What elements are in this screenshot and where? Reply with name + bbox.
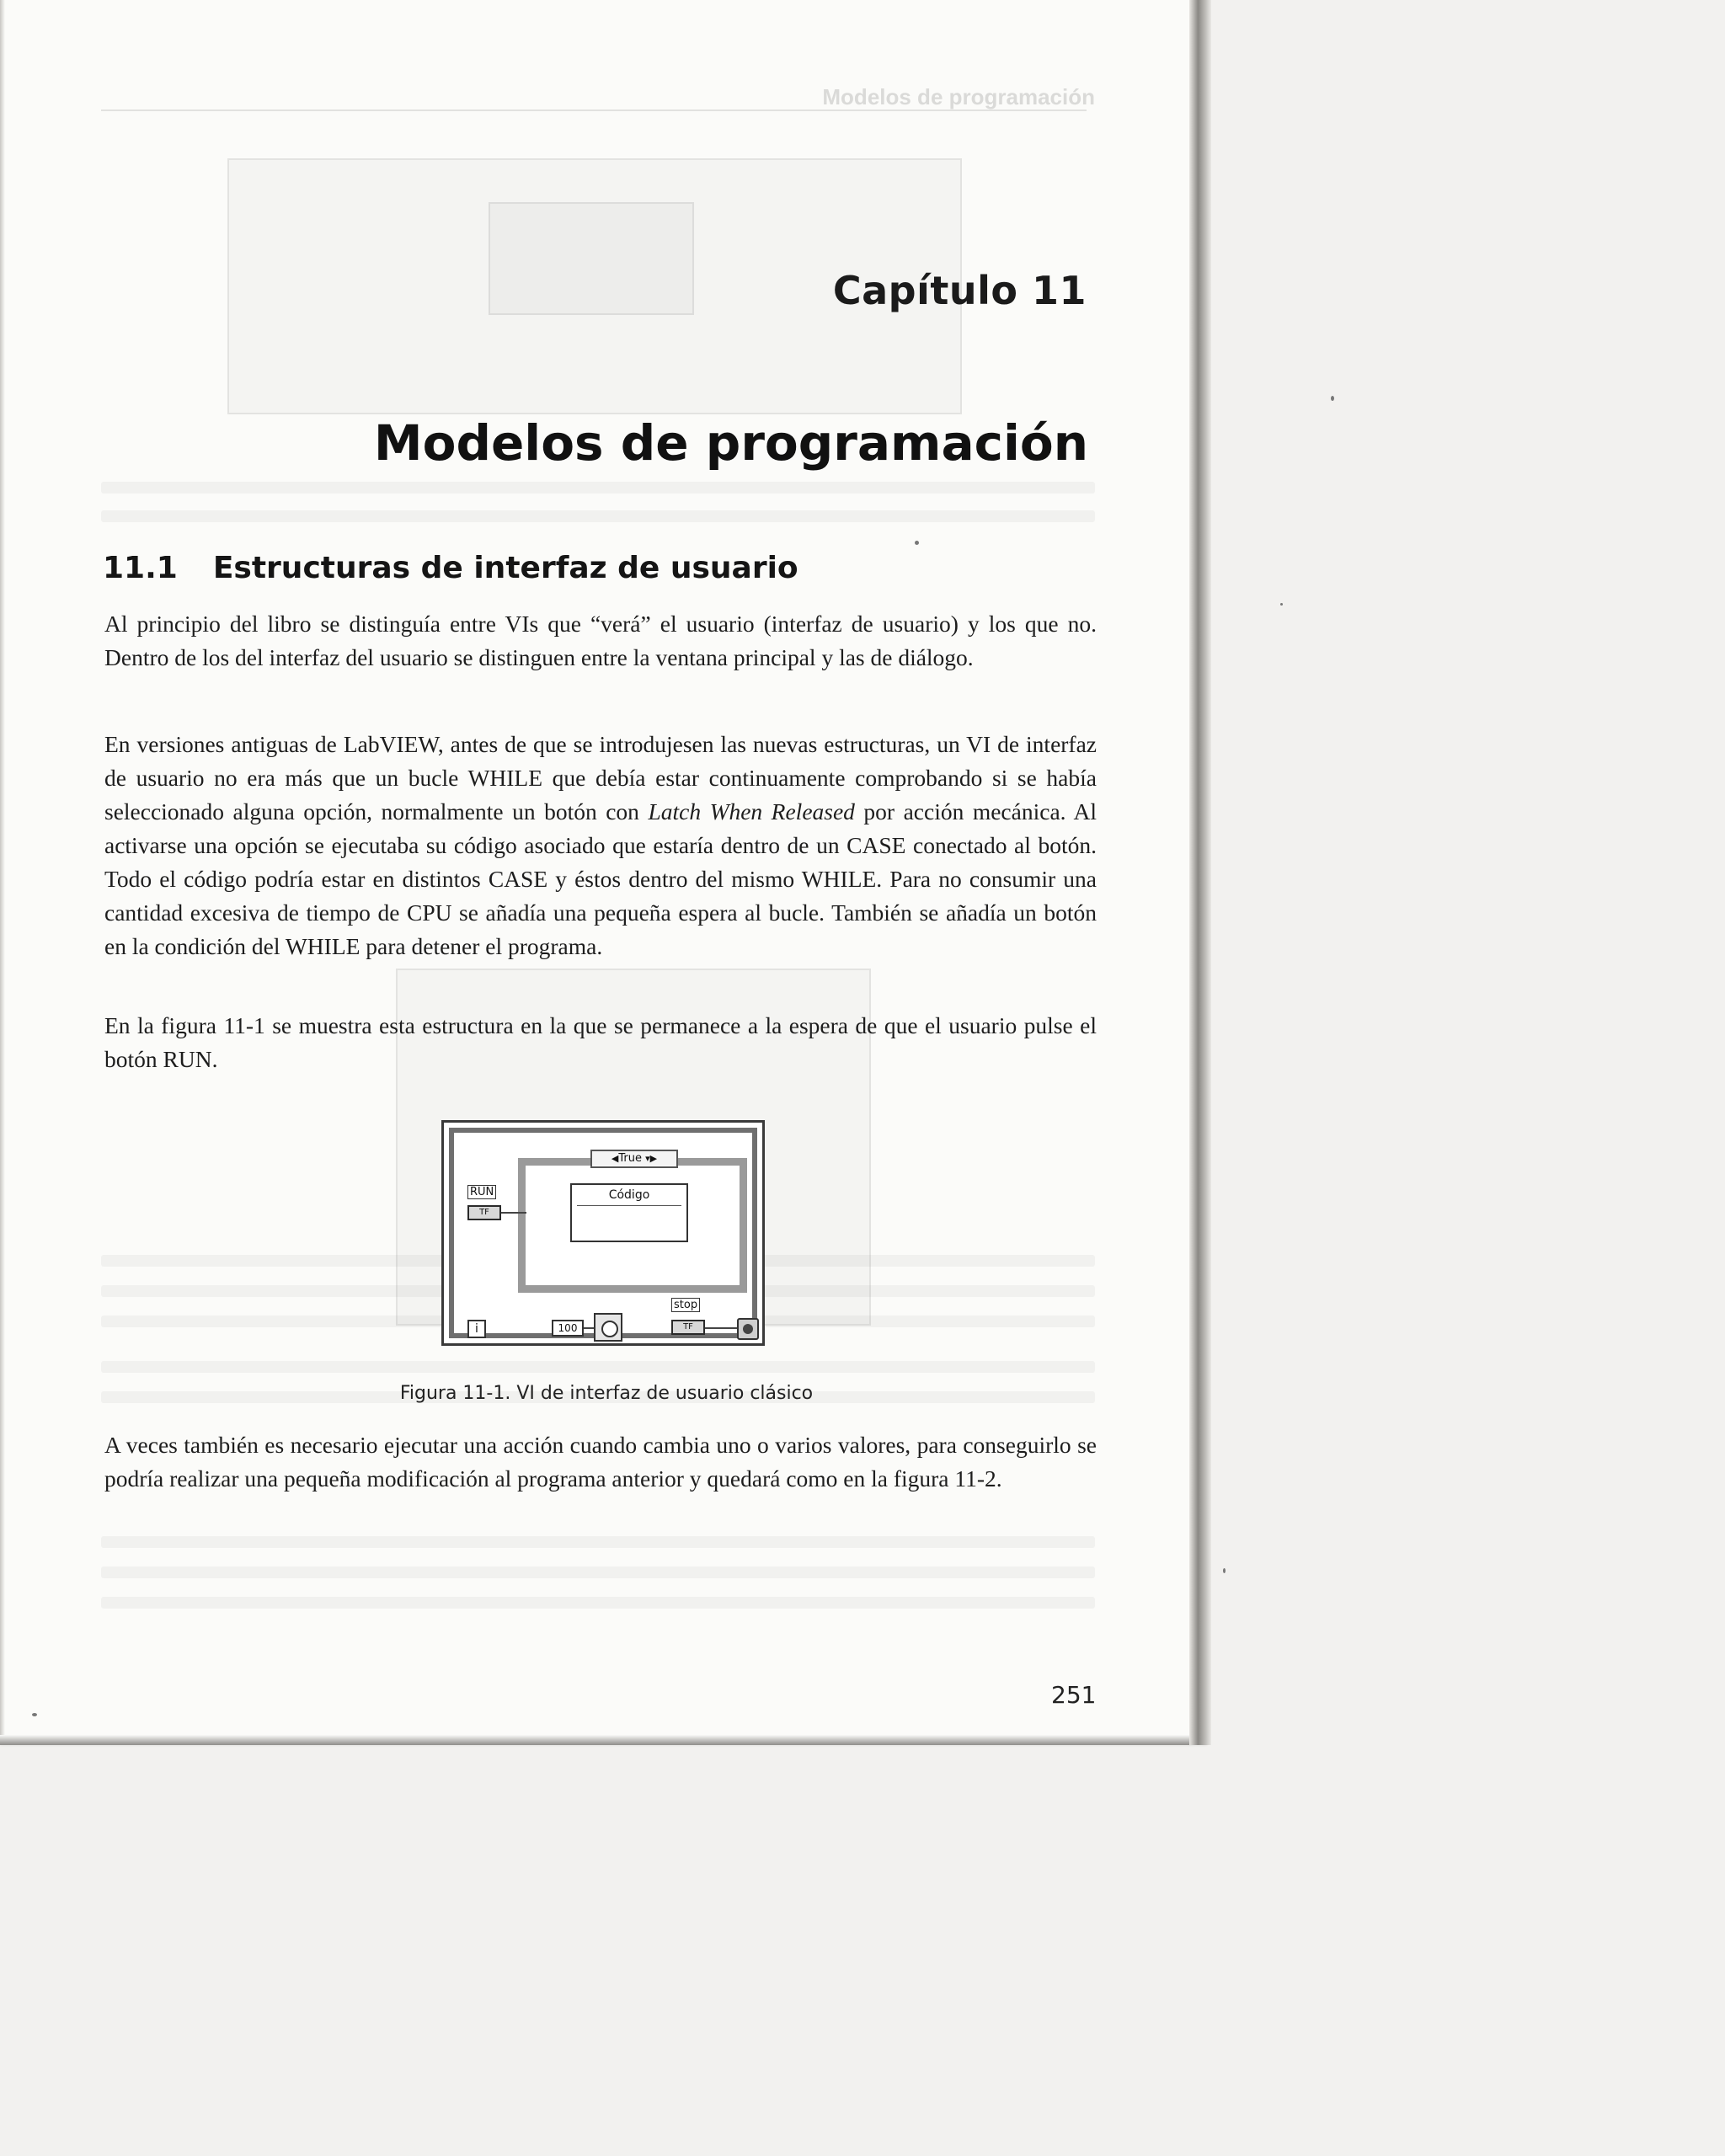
while-loop xyxy=(449,1128,757,1338)
dust-speck xyxy=(1223,1568,1226,1573)
section-heading xyxy=(103,551,798,585)
paragraph-text: por acción mecánica. Al activarse una opción se ejecutaba su código asociado que estaría dentro de un CASE conectado al botón. Todo el código podría estar en distintos CASE y éstos dentro del mismo WHILE. Para no consumir una cantidad excesiva de tiempo de CPU se añadía una pequeña espera al bucle. También se añadía un botón en la condición del WHILE para detener el programa. xyxy=(104,798,1097,959)
chapter-label: Capítulo 11 xyxy=(832,268,1087,313)
emphasis-latch: Latch When Released xyxy=(648,798,855,825)
paragraph-intro: Al principio del libro se distinguía entre VIs que “verá” el usuario (interfaz de usuario) y los que no. Dentro de los del interfaz del usuario se distinguen entre la ventana principal y las de diálogo. xyxy=(104,611,1097,670)
paragraph-figure-ref: En la figura 11-1 se muestra esta estructura en la que se permanece a la espera de que el usuario pulse el botón RUN. xyxy=(104,1012,1097,1072)
left-arrow-icon: ◀ xyxy=(611,1153,619,1164)
code-subdiagram xyxy=(570,1183,688,1242)
wait-constant: 100 xyxy=(552,1320,584,1337)
dropdown-arrow-icon: ▾▶ xyxy=(645,1153,658,1164)
dust-speck xyxy=(915,541,919,545)
loop-condition-icon xyxy=(737,1318,759,1340)
bleed-through-line xyxy=(101,1361,1095,1373)
code-label: Código xyxy=(608,1188,650,1202)
bleed-through-line xyxy=(101,482,1095,494)
bleed-through-line xyxy=(101,1597,1095,1609)
run-wire xyxy=(501,1212,526,1214)
page-number: 251 xyxy=(1051,1681,1097,1709)
dust-speck xyxy=(32,1713,37,1716)
bleed-through-line xyxy=(101,1536,1095,1548)
dust-speck xyxy=(1280,603,1283,606)
bleed-through-line xyxy=(101,510,1095,522)
paragraph-old-versions xyxy=(104,728,1097,963)
dust-speck xyxy=(1331,396,1334,401)
run-boolean-terminal: TF xyxy=(467,1205,501,1220)
bleed-through-figure-inner xyxy=(489,202,694,315)
case-selector xyxy=(590,1150,678,1168)
page-binding-edge xyxy=(1189,0,1211,1745)
section-title: Estructuras de interfaz de usuario xyxy=(212,551,798,585)
wait-wire xyxy=(584,1327,594,1329)
figure-caption: Figura 11-1. VI de interfaz de usuario clásico xyxy=(399,1383,814,1404)
paragraph-modification: A veces también es necesario ejecutar una acción cuando cambia uno o varios valores, para conseguirlo se podría realizar una pequeña modificación al programa anterior y quedará como en la figura 11-2. xyxy=(104,1432,1097,1492)
chapter-title: Modelos de programación xyxy=(373,414,1088,472)
stop-label: stop xyxy=(671,1298,700,1312)
wait-ms-icon xyxy=(594,1313,622,1342)
paragraph-text: En versiones antiguas de LabVIEW, antes de que se introdujesen las nuevas estructuras, un VI de interfaz de usuario no era más que un bucle WHILE que debía estar continuamente comprobando si se había seleccionado alguna opción, normalmente un botón con xyxy=(104,731,1097,825)
code-divider xyxy=(577,1205,681,1206)
case-selector-value: True xyxy=(618,1152,642,1165)
page-left-shadow xyxy=(0,0,5,1745)
page-bottom-shadow xyxy=(0,1735,1206,1745)
bleed-through-line xyxy=(101,1566,1095,1578)
run-label: RUN xyxy=(467,1185,496,1199)
running-header: Modelos de programación xyxy=(822,84,1095,109)
section-number: 11.1 xyxy=(103,551,178,585)
stop-wire xyxy=(705,1327,737,1329)
labview-diagram xyxy=(441,1120,765,1346)
iteration-terminal: i xyxy=(467,1320,486,1338)
stop-boolean-terminal: TF xyxy=(671,1320,705,1335)
